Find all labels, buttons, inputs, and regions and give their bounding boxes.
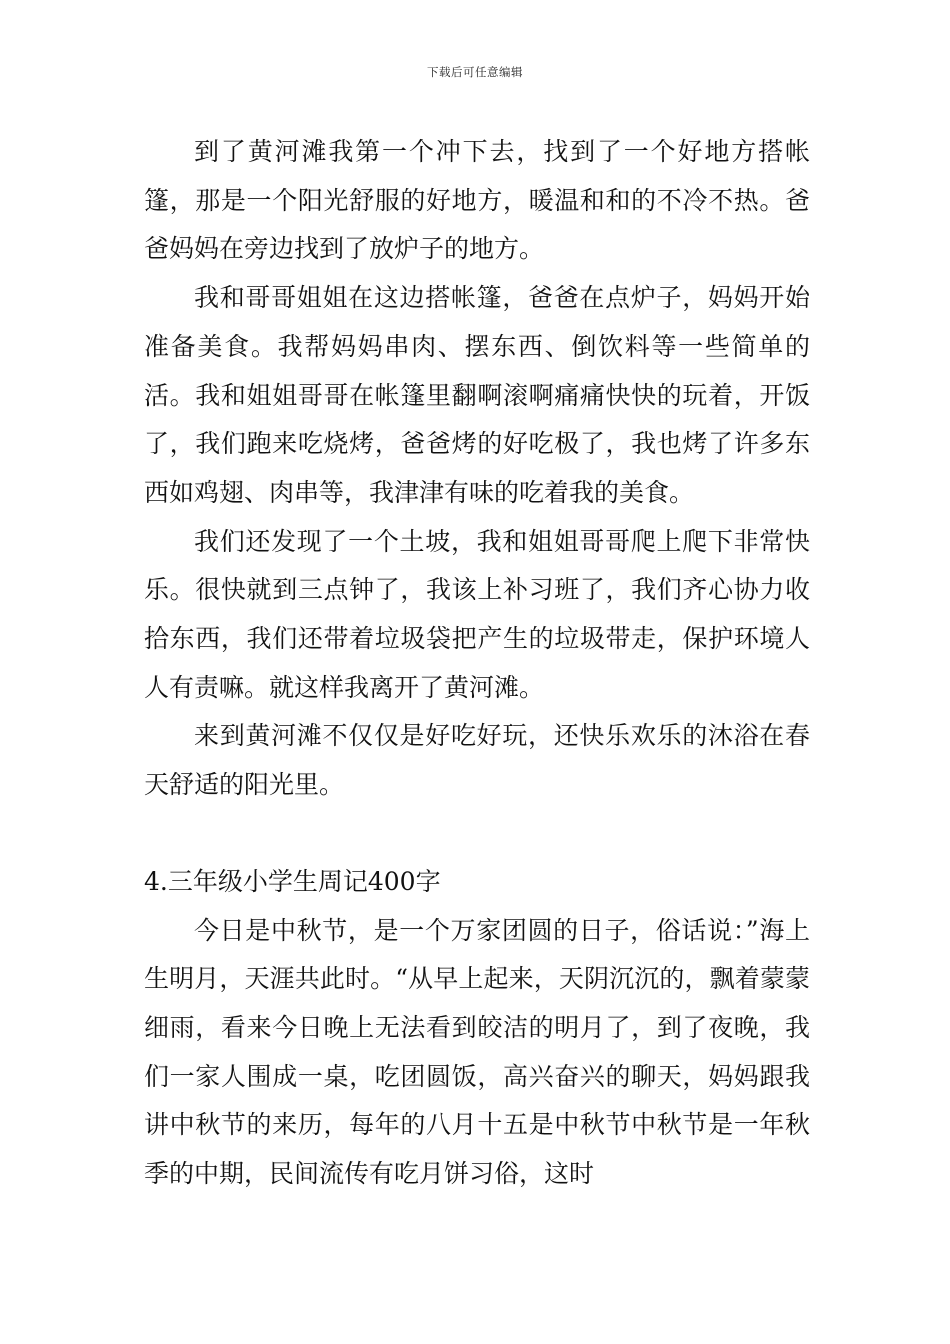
paragraph: 我和哥哥姐姐在这边搭帐篷，爸爸在点炉子，妈妈开始准备美食。我帮妈妈串肉、摆东西、倒饮料等一些简单的活。我和姐姐哥哥在帐篷里翻啊滚啊痛痛快快的玩着，开饭了，我们跑来吃烧烤，爸爸烤的好吃极了，我也烤了许多东西如鸡翅、肉串等，我津津有味的吃着我的美食。 <box>144 283 810 507</box>
paragraph: 到了黄河滩我第一个冲下去，找到了一个好地方搭帐篷，那是一个阳光舒服的好地方，暖温和和的不冷不热。爸爸妈妈在旁边找到了放炉子的地方。 <box>144 137 810 264</box>
page-header: 下载后可任意编辑 <box>427 65 523 79</box>
document-body <box>144 128 810 1199</box>
section-heading: 4.三年级小学生周记400字 <box>144 866 441 896</box>
paragraph: 来到黄河滩不仅仅是好吃好玩，还快乐欢乐的沐浴在春天舒适的阳光里。 <box>144 721 810 800</box>
paragraph: 我们还发现了一个土坡，我和姐姐哥哥爬上爬下非常快乐。很快就到三点钟了，我该上补习班了，我们齐心协力收拾东西，我们还带着垃圾袋把产生的垃圾带走，保护环境人人有责嘛。就这样我离开了黄河滩。 <box>144 526 810 702</box>
paragraph: 今日是中秋节，是一个万家团圆的日子，俗话说：”海上生明月，天涯共此时。“从早上起来，天阴沉沉的，飘着蒙蒙细雨，看来今日晚上无法看到皎洁的明月了，到了夜晚，我们一家人围成一桌，吃团圆饭，高兴奋兴的聊天，妈妈跟我讲中秋节的来历，每年的八月十五是中秋节中秋节是一年秋季的中期，民间流传有吃月饼习俗，这时 <box>144 915 810 1189</box>
